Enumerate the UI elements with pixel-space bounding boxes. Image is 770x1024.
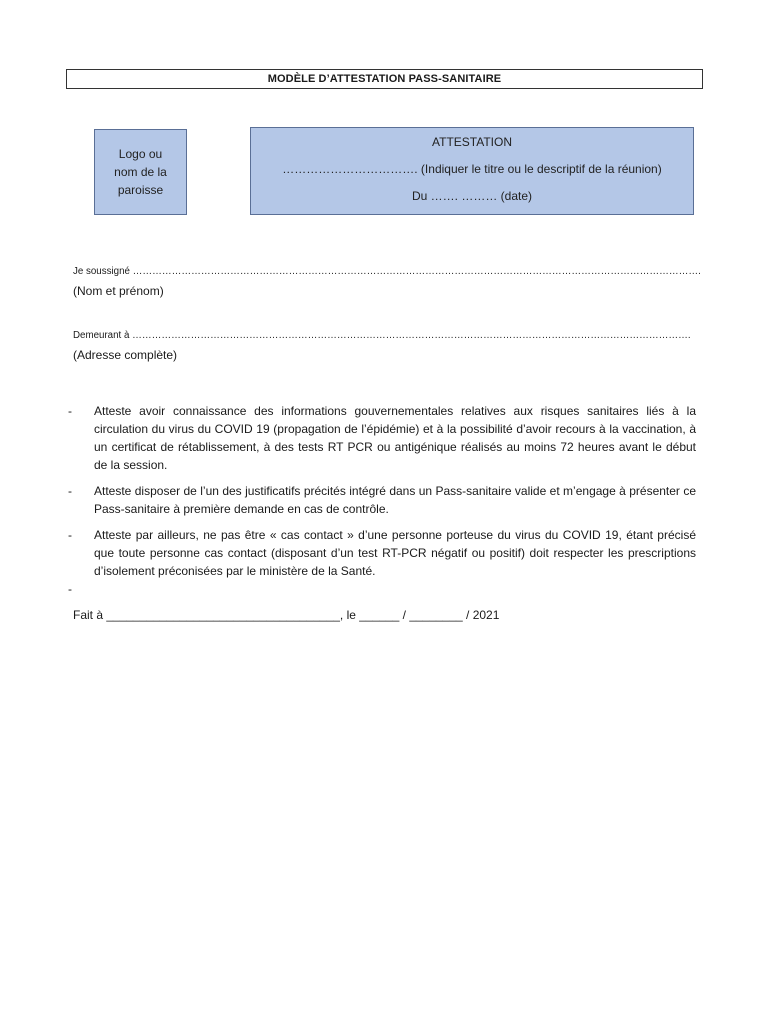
- logo-placeholder-box: [94, 129, 187, 215]
- bullet-item: [66, 526, 696, 580]
- bullet-dash: -: [68, 528, 72, 542]
- attestation-bullet-list: [66, 402, 696, 588]
- logo-line-2: nom de la: [114, 165, 167, 179]
- attestation-date-line: Du ……. ……… (date): [411, 189, 533, 203]
- name-field-hint: (Nom et prénom): [73, 284, 164, 298]
- bullet-item: [66, 402, 696, 474]
- empty-bullet-dash: -: [68, 582, 72, 596]
- attestation-heading: ATTESTATION: [432, 135, 512, 149]
- bullet-text: Atteste par ailleurs, ne pas être « cas contact » d’une personne porteuse du virus du COVID 19, étant précisé que toute personne cas contact (disposant d’un test RT-PCR négatif ou positif) doit respecter les prescriptions d’isolement préconisées par le ministère de la Santé.: [94, 528, 696, 578]
- signature-place-date-line: Fait à ___________________________________, le ______ / ________ / 2021: [73, 608, 500, 622]
- bullet-text: Atteste avoir connaissance des informations gouvernementales relatives aux risques sanitaires liés à la circulation du virus du COVID 19 (propagation de l’épidémie) et à la possibilité d’avoir recours à la vaccination, à un certificat de rétablissement, à des tests RT PCR ou antigénique réalisés au moins 72 heures avant le début de la session.: [94, 404, 696, 472]
- logo-line-1: Logo ou: [118, 147, 163, 161]
- address-field-hint: (Adresse complète): [73, 348, 178, 362]
- bullet-item: [66, 482, 696, 518]
- bullet-text: Atteste disposer de l’un des justificatifs précités intégré dans un Pass-sanitaire valide et m’engage à présenter ce Pass-sanitaire à première demande en cas de contrôle.: [94, 484, 696, 516]
- bullet-dash: -: [68, 404, 72, 418]
- logo-line-3: paroisse: [117, 183, 164, 197]
- attestation-meeting-line: ……………………………. (Indiquer le titre ou le descriptif de la réunion): [282, 162, 662, 176]
- document-title: [66, 69, 703, 89]
- address-field-line: Demeurant à ……………………………………………………………………………………………………………………………………………………….: [73, 330, 691, 341]
- name-field-line: Je soussigné ………………………………………………………………………………………………………………………………………………………….: [73, 266, 701, 277]
- bullet-dash: -: [68, 484, 72, 498]
- attestation-box: [250, 127, 694, 215]
- document-title-text: MODÈLE D’ATTESTATION PASS-SANITAIRE: [267, 73, 502, 85]
